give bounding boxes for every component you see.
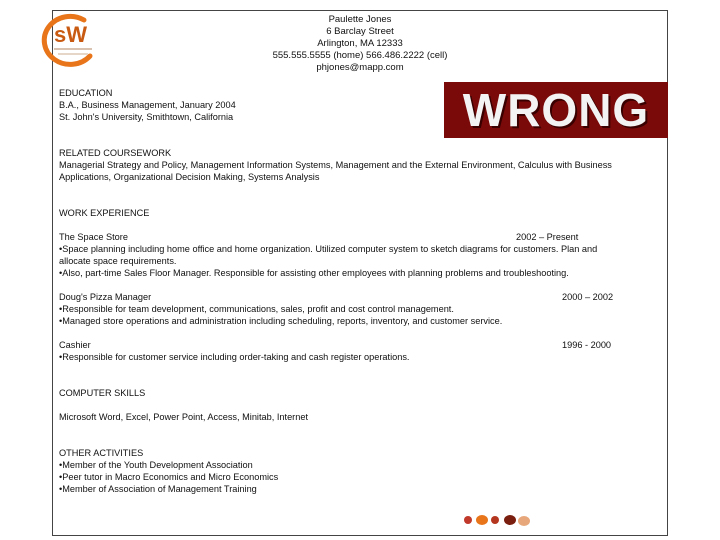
activity-2: •Peer tutor in Macro Economics and Micro Economics (59, 472, 279, 482)
wrong-stamp-label: WRONG (462, 84, 650, 136)
street-address: 6 Barclay Street (326, 26, 394, 37)
logo-text: sW (54, 22, 87, 47)
wrong-stamp (444, 82, 668, 138)
contact-header (230, 14, 490, 74)
education-heading: EDUCATION (59, 88, 113, 98)
job1-bullet-1-cont: allocate space requirements. (59, 256, 177, 266)
phone-numbers: 555.555.5555 (home) 566.486.2222 (cell) (272, 50, 448, 61)
activity-1: •Member of the Youth Development Association (59, 460, 253, 470)
job1-bullet-2: •Also, part-time Sales Floor Manager. Responsible for assisting other employees with planning problems and troubleshooting. (59, 268, 569, 278)
activities-heading: OTHER ACTIVITIES (59, 448, 144, 458)
activity-3: •Member of Association of Management Training (59, 484, 257, 494)
job1-bullet-1: •Space planning including home office and home organization. Utilized computer system to sketch diagrams for customers. Plan and (59, 244, 598, 254)
job1-dates: 2002 – Present (516, 232, 579, 242)
work-heading: WORK EXPERIENCE (59, 208, 150, 218)
skills-list: Microsoft Word, Excel, Power Point, Access, Minitab, Internet (59, 412, 309, 422)
email-address: phjones@mapp.com (316, 62, 404, 73)
sw-logo-icon (32, 12, 104, 68)
job2-title: Doug's Pizza Manager (59, 292, 152, 302)
job1-title: The Space Store (59, 232, 128, 242)
education-school: St. John's University, Smithtown, California (59, 112, 234, 122)
city-address: Arlington, MA 12333 (317, 38, 403, 49)
coursework-heading: RELATED COURSEWORK (59, 148, 172, 158)
job3-bullet-1: •Responsible for customer service including order-taking and cash register operations. (59, 352, 410, 362)
education-degree: B.A., Business Management, January 2004 (59, 100, 236, 110)
job3-dates: 1996 - 2000 (562, 340, 612, 350)
job3-title: Cashier (59, 340, 91, 350)
job2-bullet-1: •Responsible for team development, communications, sales, profit and cost control management. (59, 304, 454, 314)
job2-bullet-2: •Managed store operations and administration including scheduling, reports, inventory, and customer service. (59, 316, 503, 326)
coursework-line-1: Managerial Strategy and Policy, Management Information Systems, Management and the External Environment, Calculus with Business (59, 160, 612, 170)
coursework-line-2: Applications, Organizational Decision Making, Systems Analysis (59, 172, 320, 182)
decorative-dots-icon (462, 508, 542, 528)
job2-dates: 2000 – 2002 (562, 292, 614, 302)
skills-heading: COMPUTER SKILLS (59, 388, 146, 398)
applicant-name: Paulette Jones (328, 14, 392, 25)
